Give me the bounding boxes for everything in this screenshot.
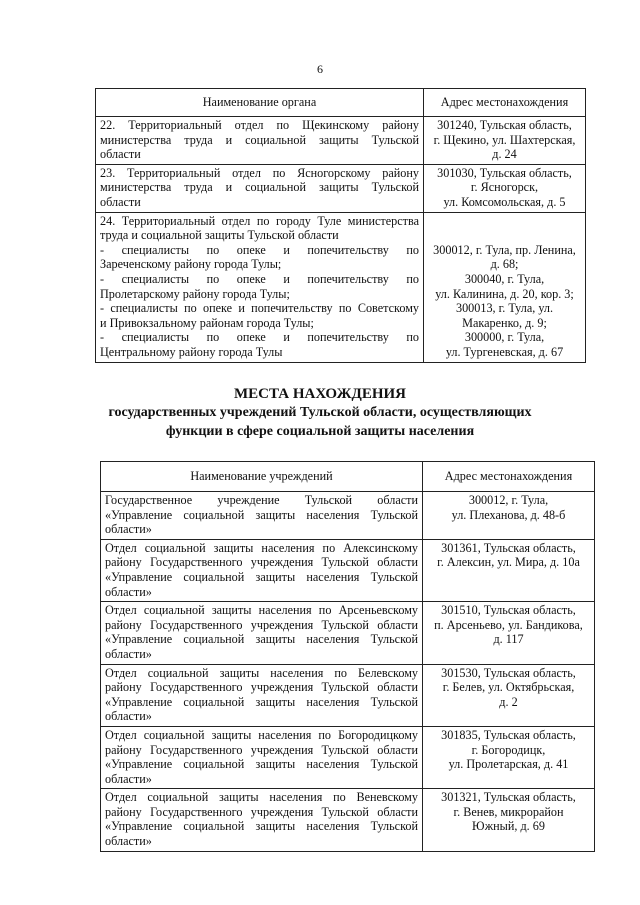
row-address-line: 301361, Тульская область, — [441, 540, 576, 555]
row-name-line: «Управление социальной защиты населения Тульской — [105, 819, 418, 834]
row-address-line: 300013, г. Тула, ул. — [455, 301, 554, 316]
row-address-cell — [424, 117, 586, 165]
row-name-cell — [101, 664, 423, 726]
row-name-cell — [101, 602, 423, 664]
row-address-line: 300040, г. Тула, — [464, 271, 545, 286]
row-name-line: «Управление социальной защиты населения Тульской — [105, 507, 418, 522]
row-address-line: 300012, г. Тула, — [468, 493, 549, 507]
row-name-line: Зареченскому району города Тулы; — [100, 257, 282, 272]
row-address-line: г. Щекино, ул. Шахтерская, — [433, 132, 576, 147]
row-address-line: д. 117 — [493, 632, 524, 647]
row-name-cell — [101, 789, 423, 851]
row-name-line: Пролетарскому району города Тулы; — [100, 286, 290, 301]
row-name-line: Центральному району города Тулы — [100, 344, 283, 359]
row-name-cell — [101, 726, 423, 788]
row-address-line — [428, 228, 581, 243]
table-row — [101, 492, 595, 540]
row-name-cell — [96, 117, 424, 165]
row-name-line: 23. Территориальный отдел по Ясногорскому району — [100, 165, 419, 180]
organs-header-name: Наименование органа — [96, 89, 424, 117]
row-address-line: д. 2 — [499, 694, 518, 709]
row-name-cell — [101, 539, 423, 601]
row-address-cell — [423, 539, 595, 601]
row-address-line: Макаренко, д. 9; — [462, 315, 547, 330]
row-address-cell — [423, 602, 595, 664]
row-address-line: 300012, г. Тула, пр. Ленина, — [433, 242, 576, 257]
row-name-line: району Государственного учреждения Тульской области — [105, 742, 418, 757]
row-address-cell — [424, 164, 586, 212]
row-address-line: 301835, Тульская область, — [441, 727, 576, 742]
row-name-line: - специалисты по опеке и попечительству по — [100, 242, 419, 257]
row-address-line: 301530, Тульская область, — [441, 665, 576, 680]
section-heading-title: МЕСТА НАХОЖДЕНИЯ — [233, 386, 407, 402]
row-name-line: району Государственного учреждения Тульской области — [105, 680, 418, 695]
row-name-line: 24. Территориальный отдел по городу Туле министерства — [100, 213, 419, 228]
row-name-line: - специалисты по опеке и попечительству по Советскому — [100, 301, 419, 316]
section-heading-line3: функции в сфере социальной защиты населения — [165, 424, 475, 439]
row-name-line: Государственное учреждение Тульской области — [105, 493, 418, 507]
row-name-line: министерства труда и социальной защиты Тульской — [100, 180, 419, 195]
row-name-line: Отдел социальной защиты населения по Алексинскому — [105, 540, 418, 555]
row-address-line — [428, 214, 581, 229]
row-address-line: ул. Тургеневская, д. 67 — [445, 344, 564, 359]
row-address-cell — [423, 664, 595, 726]
row-address-line: 301510, Тульская область, — [441, 603, 576, 618]
row-name-line: области — [100, 194, 141, 209]
row-address-line: г. Алексин, ул. Мира, д. 10а — [437, 555, 580, 570]
row-address-cell — [423, 789, 595, 851]
row-name-line: Отдел социальной защиты населения по Веневскому — [105, 790, 418, 805]
institutions-table-body — [101, 492, 595, 852]
row-name-cell — [96, 164, 424, 212]
row-address-cell — [423, 492, 595, 540]
row-address-line: г. Богородицк, — [471, 742, 546, 757]
row-address-cell — [424, 212, 586, 362]
row-name-line: Отдел социальной защиты населения по Богородицкому — [105, 727, 418, 742]
table-row — [101, 602, 595, 664]
row-address-line: г. Белев, ул. Октябрьская, — [442, 680, 575, 695]
row-name-line: «Управление социальной защиты населения Тульской — [105, 757, 418, 772]
institutions-header-name: Наименование учреждений — [101, 462, 423, 492]
organs-header-address: Адрес местонахождения — [424, 89, 586, 117]
row-address-line: ул. Пролетарская, д. 41 — [448, 757, 569, 772]
row-address-line: д. 68; — [490, 257, 519, 272]
row-name-line: Отдел социальной защиты населения по Белевскому — [105, 665, 418, 680]
row-address-line: 301240, Тульская область, — [437, 118, 572, 132]
row-address-line: 300000, г. Тула, — [464, 330, 545, 345]
table-row — [101, 664, 595, 726]
row-address-line: Южный, д. 69 — [472, 819, 545, 834]
row-name-line: области» — [105, 709, 152, 724]
row-name-line: области» — [105, 646, 152, 661]
table-row — [96, 117, 586, 165]
row-name-line: району Государственного учреждения Тульской области — [105, 617, 418, 632]
row-name-line: и Привокзальному районам города Тулы; — [100, 315, 314, 330]
row-address-line: д. 24 — [492, 147, 517, 162]
row-name-line: «Управление социальной защиты населения Тульской — [105, 569, 418, 584]
row-name-line: области» — [105, 834, 152, 849]
organs-table-body — [96, 117, 586, 363]
row-address-line: п. Арсеньево, ул. Бандикова, — [434, 617, 583, 632]
row-name-line: министерства труда и социальной защиты Тульской — [100, 132, 419, 147]
row-name-line: Отдел социальной защиты населения по Арсеньевскому — [105, 603, 418, 618]
row-name-line: «Управление социальной защиты населения Тульской — [105, 694, 418, 709]
row-name-line: - специалисты по опеке и попечительству по — [100, 330, 419, 345]
row-address-line: г. Ясногорск, — [470, 180, 539, 195]
row-address-line: 301321, Тульская область, — [441, 790, 576, 805]
row-name-cell — [101, 492, 423, 540]
row-name-line: «Управление социальной защиты населения Тульской — [105, 632, 418, 647]
row-name-line: району Государственного учреждения Тульской области — [105, 804, 418, 819]
table-row — [96, 164, 586, 212]
institutions-table — [100, 461, 595, 852]
row-address-line: ул. Плеханова, д. 48-б — [451, 507, 566, 522]
row-address-line: ул. Комсомольская, д. 5 — [443, 194, 566, 209]
section-heading-line2: государственных учреждений Тульской области, осуществляющих — [108, 405, 532, 420]
table-row — [101, 789, 595, 851]
page-number: 6 — [317, 62, 323, 76]
row-name-line: области» — [105, 584, 152, 599]
table-row — [101, 726, 595, 788]
row-address-line: ул. Калинина, д. 20, кор. 3; — [435, 286, 574, 301]
row-address-line: г. Венев, микрорайон — [453, 804, 564, 819]
row-address-cell — [423, 726, 595, 788]
row-address-line: 301030, Тульская область, — [437, 165, 572, 180]
row-name-cell — [96, 212, 424, 362]
row-name-line: труда и социальной защиты Тульской области — [100, 228, 339, 243]
table-row — [96, 212, 586, 362]
row-name-line: области» — [105, 522, 152, 537]
institutions-header-address: Адрес местонахождения — [423, 462, 595, 492]
row-name-line: району Государственного учреждения Тульской области — [105, 555, 418, 570]
table-row — [101, 539, 595, 601]
row-name-line: - специалисты по опеке и попечительству по — [100, 271, 419, 286]
organs-table — [95, 88, 586, 363]
row-name-line: области» — [105, 771, 152, 786]
row-name-line: области — [100, 147, 141, 162]
row-name-line: 22. Территориальный отдел по Щекинскому району — [100, 118, 419, 132]
